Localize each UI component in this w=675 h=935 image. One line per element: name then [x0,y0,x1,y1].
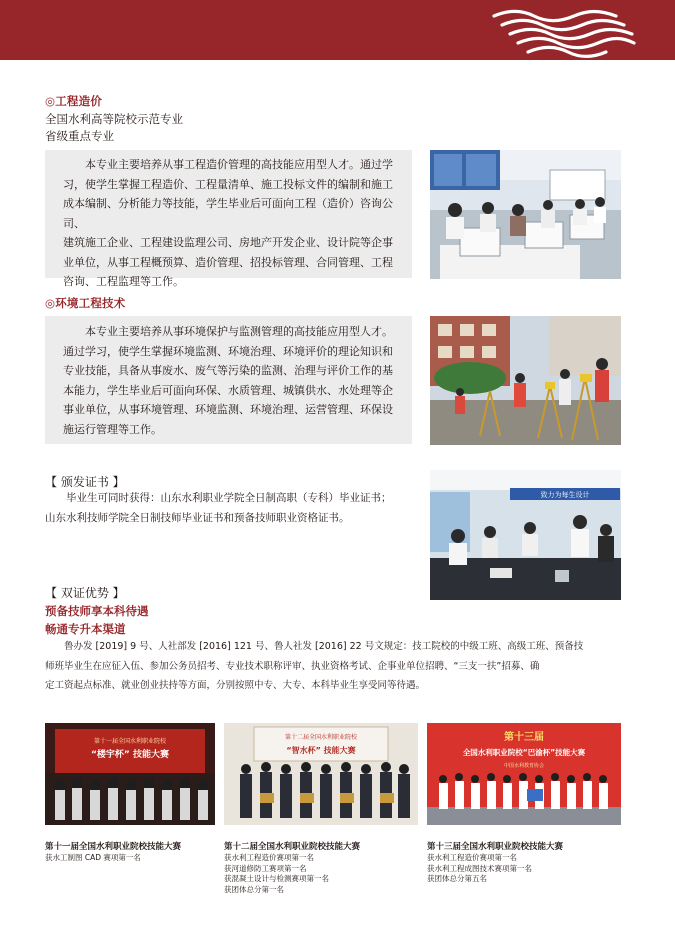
section1-desc-box [45,150,412,288]
certificate-line: 山东水利技师学院全日制技师毕业证书和预备技师职业资格证书。 [45,511,350,524]
lab-photo [430,470,621,600]
caption-title-13: 第十三届全国水利职业院校技能大赛 [427,842,564,852]
lab-banner-text: 致力为每生设计 [540,491,590,499]
caption-13-item: 获水利工程造价赛项第一名 [427,853,517,862]
caption-title-12: 第十二届全国水利职业院校技能大赛 [224,842,361,852]
desc-line: 建筑施工企业、工程建设监理公司、房地产开发企业、设计院等企事 [63,236,393,249]
section-title-environmental-engineering: ◎环境工程技术 [45,296,126,310]
caption-line-13 [427,853,532,885]
caption-12-item: 获水利工程造价赛项第一名 [224,853,314,862]
banner-13-main: 全国水利职业院校“巴渝杯”技能大赛 [462,748,586,757]
certificate-text [45,489,425,528]
section2-desc-box [45,316,412,444]
desc-line: 本专业主要培养从事环境保护与监测管理的高技能应用型人才。 [63,325,393,338]
banner-11-top: 第十一届全国水利职业院校 [93,738,167,745]
dual-subtitle-1: 预备技师享本科待遇 [45,604,149,618]
header-bar [0,0,675,60]
caption-13-item: 获水利工程成图技术赛项第一名 [427,863,532,873]
banner-13-small: 中国水利教育协会 [503,763,545,769]
certificate-heading: 【 颁发证书 】 [45,475,125,489]
dual-subtitle-2: 畅通专升本渠道 [45,622,126,636]
competition-11-photo [45,723,215,825]
banner-11-main: “楼宇杯” 技能大赛 [91,750,169,760]
desc-line: 本能力，学生毕业后可面向环保、水质管理、城镇供水、水处理等企 [63,383,393,397]
banner-12-main: “智水杯” 技能大赛 [286,746,356,755]
caption-12-item: 获团体总分第一名 [224,884,284,894]
competition-12-photo [224,723,418,825]
dual-line: 鲁办发 [2019] 9 号、人社部发 [2016] 121 号、鲁人社发 [2016] 22 号文规定：技工院校的中级工班、高级工班、预备技 [45,641,584,652]
caption-13-item: 获团体总分第五名 [427,874,487,883]
desc-line: 施运行管理等工作。 [63,422,162,436]
caption-12-item: 获河道修防工赛项第一名 [224,863,307,873]
wave-logo-icon [488,6,638,62]
banner-13-top: 第十三届 [504,732,544,743]
honor-line-1: 全国水利高等院校示范专业 [45,112,183,126]
desc-line: 通过学习，使学生掌握环境监测、环境治理、环境评价的理论知识和 [63,344,393,358]
certificate-line: 毕业生可同时获得：山东水利职业学院全日制高职（专科）毕业证书； [45,492,392,504]
dual-heading: 【 双证优势 】 [45,586,125,600]
desc-line: 本专业主要培养从事工程造价管理的高技能应用型人才。通过学 [63,158,393,171]
desc-line: 专业技能，具备从事废水、废气等污染的监测、治理与评价工作的基 [63,364,393,377]
desc-line: 业单位，从事工程概预算、造价管理、招投标管理、合同管理、工程 [63,255,393,269]
desc-line: 咨询、工程监理等工作。 [63,275,184,288]
dual-text [45,637,630,696]
caption-line-11: 获水工制图 CAD 赛项第一名 [45,853,141,862]
caption-title-11: 第十一届全国水利职业院校技能大赛 [45,842,182,852]
desc-line: 事业单位，从事环境管理、环境监测、环境治理、运营管理、环保设 [63,403,393,416]
competition-13-photo [427,723,621,825]
honor-line-2: 省级重点专业 [45,129,114,143]
desc-line: 习，使学生掌握工程造价、工程量清单、施工投标文件的编制和施工 [63,177,393,191]
surveying-photo [430,316,621,445]
desc-line: 成本编制、分析能力等技能，学生毕业后可面向工程（造价）咨询公司、 [63,197,393,230]
caption-12-item: 获混凝土设计与检测赛项第一名 [224,874,329,883]
section-title-engineering-cost: ◎工程造价 [45,94,103,108]
banner-12-top: 第十二届全国水利职业院校 [284,734,358,741]
dual-line: 定工资起点标准、就业创业扶持等方面，分别按照中专、大专、本科毕业生享受同等待遇。 [45,680,426,691]
caption-line-12 [224,853,329,895]
dual-line: 师班毕业生在应征入伍、参加公务员招考、专业技术职称评审、执业资格考试、企事业单位招聘、“三支一扶”招募、确 [45,660,540,672]
classroom-photo [430,150,621,279]
